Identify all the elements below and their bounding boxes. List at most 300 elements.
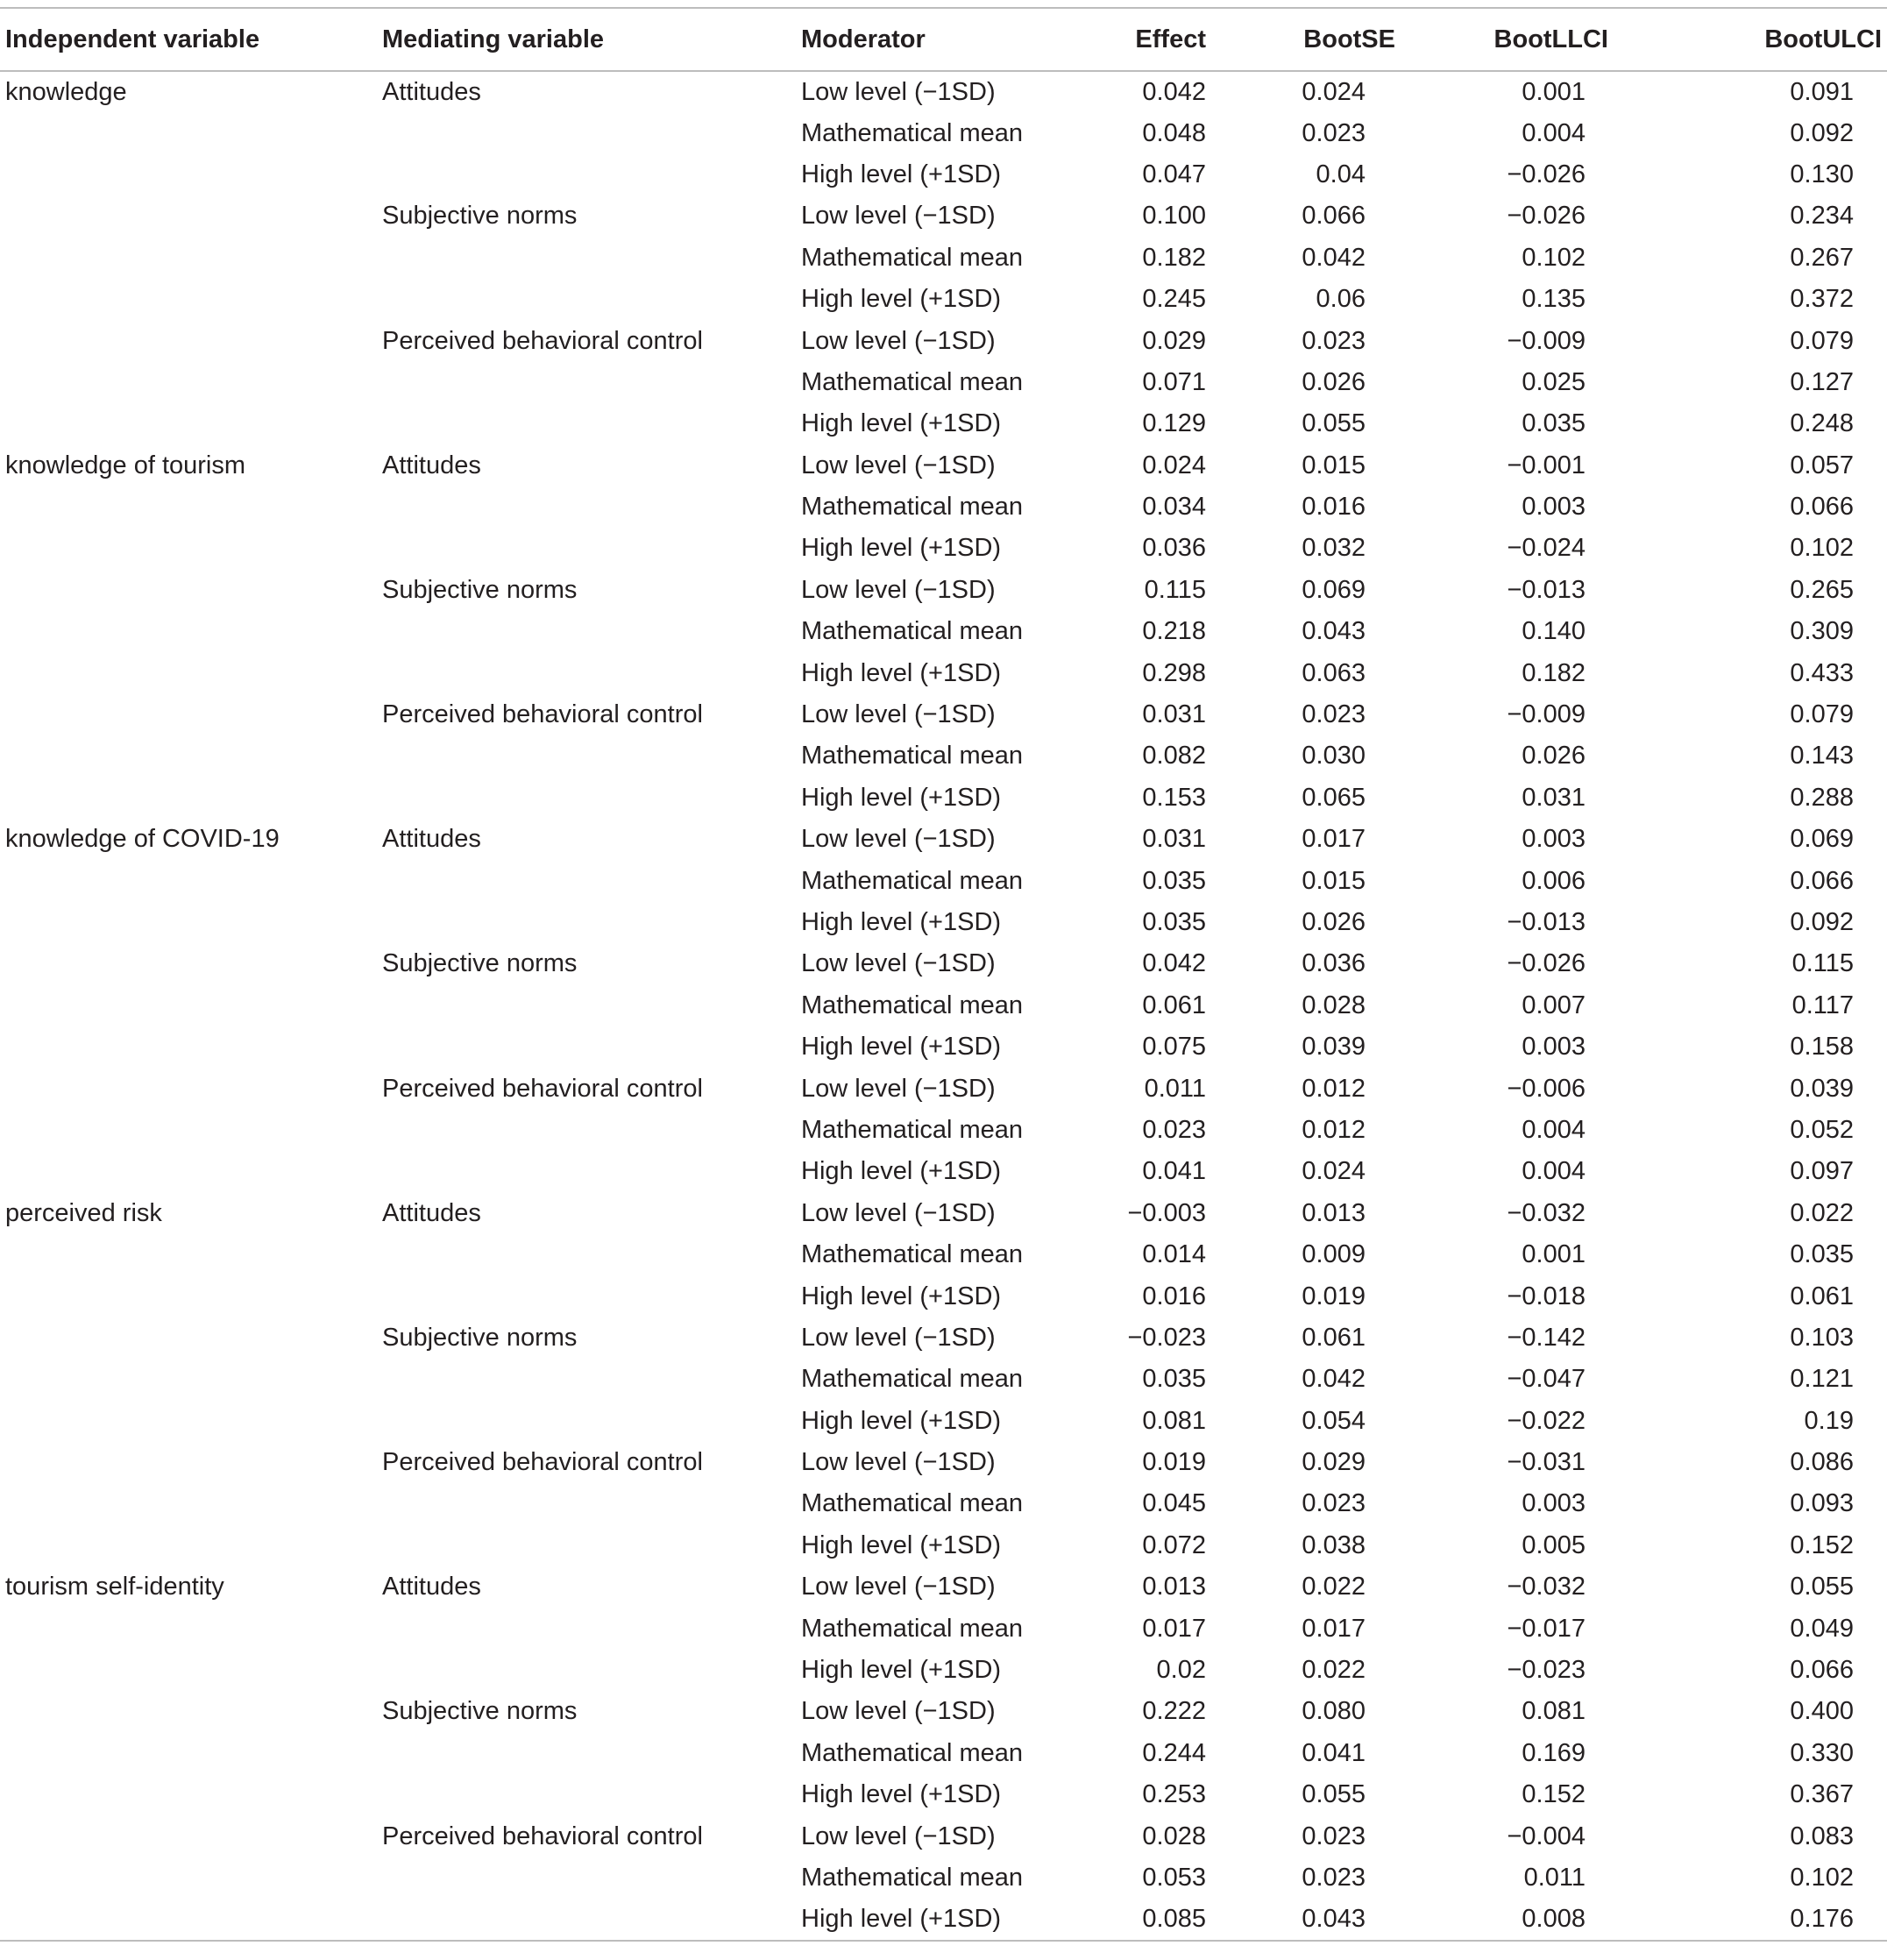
cell-bootulci: 0.117 bbox=[1791, 991, 1854, 1019]
cell-bootulci: 0.158 bbox=[1790, 1033, 1854, 1062]
cell-independent-variable bbox=[0, 1691, 382, 1732]
cell-moderator: Low level (−1SD) bbox=[801, 949, 996, 978]
cell-bootulci: 0.093 bbox=[1790, 1489, 1854, 1518]
cell-moderator: Mathematical mean bbox=[801, 367, 1024, 396]
cell-bootllci: −0.026 bbox=[1507, 160, 1586, 188]
cell-mediating-variable bbox=[382, 1608, 801, 1649]
cell-independent-variable bbox=[0, 985, 382, 1026]
cell-bootse: 0.029 bbox=[1302, 1448, 1366, 1477]
table-row bbox=[0, 902, 1887, 943]
cell-bootulci: 0.143 bbox=[1790, 742, 1854, 771]
cell-bootse: 0.039 bbox=[1302, 1033, 1366, 1062]
cell-bootse: 0.055 bbox=[1302, 409, 1366, 438]
cell-bootulci: 0.127 bbox=[1790, 367, 1854, 396]
cell-bootllci: −0.013 bbox=[1507, 575, 1586, 604]
table-row bbox=[0, 362, 1887, 403]
cell-effect: 0.011 bbox=[1144, 1074, 1206, 1103]
cell-bootulci: 0.267 bbox=[1790, 243, 1854, 272]
table-row bbox=[0, 1151, 1887, 1192]
cell-bootllci: −0.006 bbox=[1507, 1074, 1586, 1103]
cell-moderator: High level (+1SD) bbox=[801, 1656, 1002, 1685]
cell-moderator: High level (+1SD) bbox=[801, 1033, 1002, 1062]
cell-bootse: 0.065 bbox=[1302, 783, 1366, 812]
cell-moderator: Low level (−1SD) bbox=[801, 1448, 996, 1477]
cell-effect: 0.013 bbox=[1142, 1573, 1206, 1601]
cell-bootllci: 0.004 bbox=[1522, 1157, 1586, 1186]
cell-bootllci: 0.003 bbox=[1522, 825, 1586, 854]
cell-bootulci: 0.288 bbox=[1790, 783, 1854, 812]
cell-independent-variable bbox=[0, 778, 382, 819]
cell-effect: −0.003 bbox=[1127, 1198, 1206, 1227]
table-row bbox=[0, 1026, 1887, 1068]
cell-effect: 0.028 bbox=[1142, 1822, 1206, 1850]
cell-mediating-variable bbox=[382, 985, 801, 1026]
cell-moderator: Low level (−1SD) bbox=[801, 575, 996, 604]
cell-bootllci: 0.169 bbox=[1522, 1738, 1586, 1767]
cell-mediating-variable bbox=[382, 735, 801, 777]
cell-bootulci: 0.057 bbox=[1790, 451, 1854, 479]
cell-bootllci: −0.022 bbox=[1507, 1406, 1586, 1435]
cell-bootllci: 0.135 bbox=[1522, 285, 1586, 314]
cell-bootulci: 0.035 bbox=[1790, 1240, 1854, 1269]
table-row bbox=[0, 320, 1887, 361]
cell-bootllci: 0.026 bbox=[1522, 742, 1586, 771]
cell-mediating-variable bbox=[382, 1275, 801, 1317]
cell-independent-variable bbox=[0, 694, 382, 735]
cell-bootllci: −0.026 bbox=[1507, 202, 1586, 231]
table-row bbox=[0, 1068, 1887, 1109]
cell-bootse: 0.023 bbox=[1302, 1489, 1366, 1518]
cell-mediating-variable bbox=[382, 860, 801, 901]
cell-effect: 0.035 bbox=[1142, 1365, 1206, 1394]
table-row bbox=[0, 1110, 1887, 1151]
cell-bootse: 0.015 bbox=[1302, 866, 1366, 895]
cell-bootse: 0.06 bbox=[1316, 285, 1366, 314]
cell-bootllci: 0.011 bbox=[1523, 1863, 1586, 1892]
cell-bootulci: 0.039 bbox=[1790, 1074, 1854, 1103]
cell-effect: 0.075 bbox=[1142, 1033, 1206, 1062]
table-row bbox=[0, 1234, 1887, 1275]
cell-bootllci: 0.004 bbox=[1522, 1115, 1586, 1144]
cell-moderator: Mathematical mean bbox=[801, 118, 1024, 147]
cell-effect: 0.298 bbox=[1142, 658, 1206, 687]
cell-mediating-variable: Perceived behavioral control bbox=[382, 1822, 703, 1850]
cell-independent-variable bbox=[0, 486, 382, 528]
table-header bbox=[0, 8, 1887, 71]
cell-moderator: High level (+1SD) bbox=[801, 1157, 1002, 1186]
cell-bootse: 0.041 bbox=[1302, 1738, 1366, 1767]
cell-moderator: Mathematical mean bbox=[801, 991, 1024, 1019]
cell-bootse: 0.016 bbox=[1302, 493, 1366, 522]
cell-moderator: Low level (−1SD) bbox=[801, 1573, 996, 1601]
cell-effect: 0.031 bbox=[1142, 700, 1206, 729]
table-row bbox=[0, 445, 1887, 486]
cell-bootulci: 0.248 bbox=[1790, 409, 1854, 438]
table-row bbox=[0, 1359, 1887, 1400]
cell-bootse: 0.026 bbox=[1302, 367, 1366, 396]
cell-moderator: High level (+1SD) bbox=[801, 534, 1002, 563]
cell-bootse: 0.012 bbox=[1302, 1074, 1366, 1103]
table-row bbox=[0, 71, 1887, 112]
cell-moderator: Low level (−1SD) bbox=[801, 202, 996, 231]
header-moderator: Moderator bbox=[801, 25, 926, 53]
table-row bbox=[0, 154, 1887, 195]
cell-bootllci: 0.102 bbox=[1522, 243, 1586, 272]
cell-bootse: 0.036 bbox=[1302, 949, 1366, 978]
table-row bbox=[0, 943, 1887, 984]
cell-moderator: Low level (−1SD) bbox=[801, 1697, 996, 1726]
cell-effect: 0.042 bbox=[1142, 949, 1206, 978]
cell-moderator: Low level (−1SD) bbox=[801, 326, 996, 355]
cell-mediating-variable: Perceived behavioral control bbox=[382, 326, 703, 355]
cell-moderator: Mathematical mean bbox=[801, 243, 1024, 272]
header-effect: Effect bbox=[1135, 25, 1206, 53]
cell-bootulci: 0.400 bbox=[1790, 1697, 1854, 1726]
cell-independent-variable bbox=[0, 1442, 382, 1483]
cell-bootulci: 0.092 bbox=[1790, 908, 1854, 936]
cell-moderator: Low level (−1SD) bbox=[801, 700, 996, 729]
cell-bootse: 0.043 bbox=[1302, 1904, 1366, 1933]
cell-bootse: 0.080 bbox=[1302, 1697, 1366, 1726]
cell-mediating-variable: Attitudes bbox=[382, 451, 481, 479]
cell-independent-variable bbox=[0, 1815, 382, 1857]
cell-mediating-variable: Subjective norms bbox=[382, 202, 578, 231]
cell-mediating-variable: Perceived behavioral control bbox=[382, 1448, 703, 1477]
cell-bootulci: 0.103 bbox=[1790, 1323, 1854, 1352]
cell-independent-variable: tourism self-identity bbox=[5, 1573, 224, 1601]
cell-moderator: Mathematical mean bbox=[801, 617, 1024, 646]
cell-mediating-variable: Attitudes bbox=[382, 825, 481, 854]
cell-bootulci: 0.102 bbox=[1790, 534, 1854, 563]
cell-independent-variable bbox=[0, 1359, 382, 1400]
cell-bootse: 0.063 bbox=[1302, 658, 1366, 687]
cell-moderator: Mathematical mean bbox=[801, 866, 1024, 895]
cell-bootllci: −0.009 bbox=[1507, 326, 1586, 355]
cell-bootulci: 0.19 bbox=[1804, 1406, 1854, 1435]
cell-bootulci: 0.234 bbox=[1790, 202, 1854, 231]
cell-independent-variable bbox=[0, 1026, 382, 1068]
cell-mediating-variable: Perceived behavioral control bbox=[382, 1074, 703, 1103]
table-row bbox=[0, 778, 1887, 819]
cell-bootse: 0.066 bbox=[1302, 202, 1366, 231]
cell-bootse: 0.023 bbox=[1302, 326, 1366, 355]
cell-moderator: Mathematical mean bbox=[801, 1240, 1024, 1269]
cell-moderator: Low level (−1SD) bbox=[801, 1074, 996, 1103]
cell-independent-variable bbox=[0, 943, 382, 984]
cell-independent-variable bbox=[0, 1608, 382, 1649]
cell-independent-variable bbox=[0, 1774, 382, 1815]
cell-effect: 0.182 bbox=[1142, 243, 1206, 272]
cell-moderator: Mathematical mean bbox=[801, 1738, 1024, 1767]
cell-bootse: 0.009 bbox=[1302, 1240, 1366, 1269]
cell-independent-variable bbox=[0, 528, 382, 569]
cell-effect: −0.023 bbox=[1127, 1323, 1206, 1352]
cell-bootulci: 0.091 bbox=[1790, 77, 1854, 106]
cell-independent-variable bbox=[0, 1401, 382, 1442]
cell-mediating-variable bbox=[382, 1151, 801, 1192]
cell-bootulci: 0.092 bbox=[1790, 118, 1854, 147]
cell-bootulci: 0.367 bbox=[1790, 1780, 1854, 1809]
cell-bootllci: −0.001 bbox=[1507, 451, 1586, 479]
cell-independent-variable bbox=[0, 279, 382, 320]
cell-mediating-variable bbox=[382, 362, 801, 403]
cell-effect: 0.02 bbox=[1156, 1656, 1206, 1685]
header-independent-variable: Independent variable bbox=[5, 25, 260, 53]
table-row bbox=[0, 1442, 1887, 1483]
cell-effect: 0.115 bbox=[1144, 575, 1206, 604]
cell-independent-variable: knowledge bbox=[5, 77, 127, 106]
cell-bootulci: 0.079 bbox=[1790, 326, 1854, 355]
cell-mediating-variable bbox=[382, 652, 801, 693]
cell-effect: 0.014 bbox=[1142, 1240, 1206, 1269]
cell-bootse: 0.042 bbox=[1302, 243, 1366, 272]
cell-bootulci: 0.372 bbox=[1790, 285, 1854, 314]
cell-bootllci: 0.152 bbox=[1522, 1780, 1586, 1809]
cell-moderator: Mathematical mean bbox=[801, 1115, 1024, 1144]
cell-bootllci: 0.025 bbox=[1522, 367, 1586, 396]
cell-effect: 0.036 bbox=[1142, 534, 1206, 563]
cell-independent-variable bbox=[0, 320, 382, 361]
cell-effect: 0.034 bbox=[1142, 493, 1206, 522]
cell-bootse: 0.026 bbox=[1302, 908, 1366, 936]
cell-effect: 0.016 bbox=[1142, 1282, 1206, 1310]
cell-moderator: Mathematical mean bbox=[801, 493, 1024, 522]
cell-bootllci: 0.003 bbox=[1522, 493, 1586, 522]
cell-mediating-variable bbox=[382, 1483, 801, 1524]
cell-moderator: Low level (−1SD) bbox=[801, 1198, 996, 1227]
cell-effect: 0.061 bbox=[1142, 991, 1206, 1019]
cell-bootse: 0.023 bbox=[1302, 700, 1366, 729]
cell-mediating-variable bbox=[382, 486, 801, 528]
cell-effect: 0.035 bbox=[1142, 908, 1206, 936]
cell-bootse: 0.013 bbox=[1302, 1198, 1366, 1227]
table-row bbox=[0, 652, 1887, 693]
moderated-mediation-table bbox=[0, 7, 1887, 1942]
cell-independent-variable bbox=[0, 1234, 382, 1275]
cell-mediating-variable: Subjective norms bbox=[382, 1323, 578, 1352]
cell-mediating-variable bbox=[382, 1650, 801, 1691]
cell-bootllci: −0.024 bbox=[1507, 534, 1586, 563]
cell-moderator: Mathematical mean bbox=[801, 1489, 1024, 1518]
cell-bootulci: 0.079 bbox=[1790, 700, 1854, 729]
cell-bootulci: 0.061 bbox=[1790, 1282, 1854, 1310]
cell-effect: 0.082 bbox=[1142, 742, 1206, 771]
table-row bbox=[0, 1483, 1887, 1524]
cell-bootllci: −0.032 bbox=[1507, 1198, 1586, 1227]
cell-moderator: Low level (−1SD) bbox=[801, 825, 996, 854]
cell-bootllci: −0.031 bbox=[1507, 1448, 1586, 1477]
cell-moderator: Low level (−1SD) bbox=[801, 451, 996, 479]
cell-mediating-variable bbox=[382, 611, 801, 652]
cell-independent-variable bbox=[0, 1650, 382, 1691]
cell-bootllci: −0.013 bbox=[1507, 908, 1586, 936]
cell-bootse: 0.04 bbox=[1316, 160, 1366, 188]
table-row bbox=[0, 1566, 1887, 1608]
cell-independent-variable bbox=[0, 1733, 382, 1774]
table-row bbox=[0, 1193, 1887, 1234]
table-row bbox=[0, 985, 1887, 1026]
cell-moderator: High level (+1SD) bbox=[801, 658, 1002, 687]
cell-independent-variable: knowledge of tourism bbox=[5, 451, 246, 479]
cell-effect: 0.031 bbox=[1142, 825, 1206, 854]
table-row bbox=[0, 486, 1887, 528]
cell-bootllci: −0.023 bbox=[1507, 1656, 1586, 1685]
cell-mediating-variable bbox=[382, 1026, 801, 1068]
cell-independent-variable bbox=[0, 238, 382, 279]
cell-bootulci: 0.022 bbox=[1790, 1198, 1854, 1227]
cell-bootse: 0.032 bbox=[1302, 534, 1366, 563]
table-row bbox=[0, 528, 1887, 569]
cell-mediating-variable bbox=[382, 1899, 801, 1940]
cell-effect: 0.081 bbox=[1142, 1406, 1206, 1435]
cell-independent-variable bbox=[0, 735, 382, 777]
cell-mediating-variable bbox=[382, 403, 801, 444]
cell-effect: 0.072 bbox=[1142, 1530, 1206, 1559]
table-row bbox=[0, 1525, 1887, 1566]
cell-bootllci: 0.035 bbox=[1522, 409, 1586, 438]
cell-mediating-variable bbox=[382, 238, 801, 279]
table-row bbox=[0, 735, 1887, 777]
table-row bbox=[0, 1608, 1887, 1649]
cell-effect: 0.085 bbox=[1142, 1904, 1206, 1933]
cell-bootllci: 0.182 bbox=[1522, 658, 1586, 687]
cell-bootse: 0.061 bbox=[1302, 1323, 1366, 1352]
table-row bbox=[0, 1899, 1887, 1940]
cell-bootse: 0.022 bbox=[1302, 1656, 1366, 1685]
cell-bootulci: 0.115 bbox=[1791, 949, 1854, 978]
cell-bootulci: 0.083 bbox=[1790, 1822, 1854, 1850]
cell-mediating-variable bbox=[382, 279, 801, 320]
cell-bootulci: 0.433 bbox=[1790, 658, 1854, 687]
cell-bootse: 0.017 bbox=[1302, 825, 1366, 854]
cell-bootllci: −0.032 bbox=[1507, 1573, 1586, 1601]
cell-effect: 0.218 bbox=[1142, 617, 1206, 646]
cell-bootllci: −0.142 bbox=[1507, 1323, 1586, 1352]
cell-mediating-variable: Subjective norms bbox=[382, 1697, 578, 1726]
cell-bootllci: 0.001 bbox=[1522, 77, 1586, 106]
cell-mediating-variable: Attitudes bbox=[382, 1573, 481, 1601]
cell-independent-variable bbox=[0, 1525, 382, 1566]
cell-effect: 0.253 bbox=[1142, 1780, 1206, 1809]
cell-bootllci: −0.017 bbox=[1507, 1614, 1586, 1643]
cell-moderator: High level (+1SD) bbox=[801, 908, 1002, 936]
cell-moderator: Low level (−1SD) bbox=[801, 1323, 996, 1352]
cell-bootse: 0.024 bbox=[1302, 1157, 1366, 1186]
table-row bbox=[0, 1691, 1887, 1732]
header-row bbox=[0, 8, 1887, 71]
cell-independent-variable bbox=[0, 362, 382, 403]
cell-moderator: High level (+1SD) bbox=[801, 160, 1002, 188]
cell-effect: 0.024 bbox=[1142, 451, 1206, 479]
cell-independent-variable bbox=[0, 1317, 382, 1359]
table-row bbox=[0, 1774, 1887, 1815]
cell-effect: 0.041 bbox=[1142, 1157, 1206, 1186]
cell-moderator: High level (+1SD) bbox=[801, 1904, 1002, 1933]
cell-effect: 0.153 bbox=[1142, 783, 1206, 812]
cell-bootulci: 0.066 bbox=[1790, 1656, 1854, 1685]
header-bootulci: BootULCI bbox=[1764, 25, 1882, 53]
cell-independent-variable bbox=[0, 570, 382, 611]
table-row bbox=[0, 195, 1887, 237]
cell-bootllci: −0.026 bbox=[1507, 949, 1586, 978]
cell-independent-variable bbox=[0, 902, 382, 943]
table-row bbox=[0, 1733, 1887, 1774]
cell-effect: 0.053 bbox=[1142, 1863, 1206, 1892]
cell-mediating-variable bbox=[382, 778, 801, 819]
cell-effect: 0.245 bbox=[1142, 285, 1206, 314]
cell-bootse: 0.069 bbox=[1302, 575, 1366, 604]
cell-effect: 0.035 bbox=[1142, 866, 1206, 895]
cell-mediating-variable: Subjective norms bbox=[382, 575, 578, 604]
cell-effect: 0.100 bbox=[1142, 202, 1206, 231]
cell-mediating-variable bbox=[382, 1525, 801, 1566]
cell-mediating-variable bbox=[382, 528, 801, 569]
cell-bootllci: 0.003 bbox=[1522, 1489, 1586, 1518]
cell-mediating-variable: Attitudes bbox=[382, 1198, 481, 1227]
cell-bootse: 0.030 bbox=[1302, 742, 1366, 771]
cell-bootulci: 0.066 bbox=[1790, 866, 1854, 895]
cell-effect: 0.019 bbox=[1142, 1448, 1206, 1477]
cell-independent-variable: perceived risk bbox=[5, 1198, 162, 1227]
cell-moderator: High level (+1SD) bbox=[801, 409, 1002, 438]
cell-bootse: 0.028 bbox=[1302, 991, 1366, 1019]
cell-independent-variable: knowledge of COVID-19 bbox=[5, 825, 280, 854]
cell-independent-variable bbox=[0, 403, 382, 444]
cell-bootulci: 0.097 bbox=[1790, 1157, 1854, 1186]
cell-bootllci: −0.004 bbox=[1507, 1822, 1586, 1850]
cell-bootse: 0.019 bbox=[1302, 1282, 1366, 1310]
cell-effect: 0.071 bbox=[1142, 367, 1206, 396]
cell-effect: 0.244 bbox=[1142, 1738, 1206, 1767]
cell-moderator: High level (+1SD) bbox=[801, 1282, 1002, 1310]
cell-bootulci: 0.152 bbox=[1790, 1530, 1854, 1559]
cell-bootulci: 0.176 bbox=[1790, 1904, 1854, 1933]
cell-mediating-variable bbox=[382, 1110, 801, 1151]
table-row bbox=[0, 403, 1887, 444]
cell-effect: 0.017 bbox=[1142, 1614, 1206, 1643]
cell-mediating-variable bbox=[382, 1234, 801, 1275]
cell-bootllci: 0.007 bbox=[1522, 991, 1586, 1019]
cell-bootllci: 0.005 bbox=[1522, 1530, 1586, 1559]
cell-bootllci: 0.006 bbox=[1522, 866, 1586, 895]
cell-mediating-variable: Perceived behavioral control bbox=[382, 700, 703, 729]
cell-mediating-variable: Attitudes bbox=[382, 77, 481, 106]
header-bootse: BootSE bbox=[1303, 25, 1395, 53]
cell-effect: 0.047 bbox=[1142, 160, 1206, 188]
cell-moderator: Mathematical mean bbox=[801, 1365, 1024, 1394]
cell-bootllci: 0.008 bbox=[1522, 1904, 1586, 1933]
cell-independent-variable bbox=[0, 154, 382, 195]
cell-bootse: 0.023 bbox=[1302, 1863, 1366, 1892]
cell-bootllci: −0.018 bbox=[1507, 1282, 1586, 1310]
cell-moderator: High level (+1SD) bbox=[801, 1780, 1002, 1809]
cell-moderator: Mathematical mean bbox=[801, 742, 1024, 771]
table-row bbox=[0, 694, 1887, 735]
cell-effect: 0.045 bbox=[1142, 1489, 1206, 1518]
cell-bootulci: 0.086 bbox=[1790, 1448, 1854, 1477]
cell-mediating-variable bbox=[382, 112, 801, 153]
cell-bootulci: 0.330 bbox=[1790, 1738, 1854, 1767]
cell-effect: 0.023 bbox=[1142, 1115, 1206, 1144]
results-table-container bbox=[0, 7, 1882, 1942]
cell-moderator: Low level (−1SD) bbox=[801, 77, 996, 106]
cell-moderator: High level (+1SD) bbox=[801, 1406, 1002, 1435]
cell-mediating-variable bbox=[382, 1857, 801, 1899]
cell-independent-variable bbox=[0, 1068, 382, 1109]
cell-moderator: High level (+1SD) bbox=[801, 1530, 1002, 1559]
cell-independent-variable bbox=[0, 1110, 382, 1151]
cell-moderator: Mathematical mean bbox=[801, 1614, 1024, 1643]
